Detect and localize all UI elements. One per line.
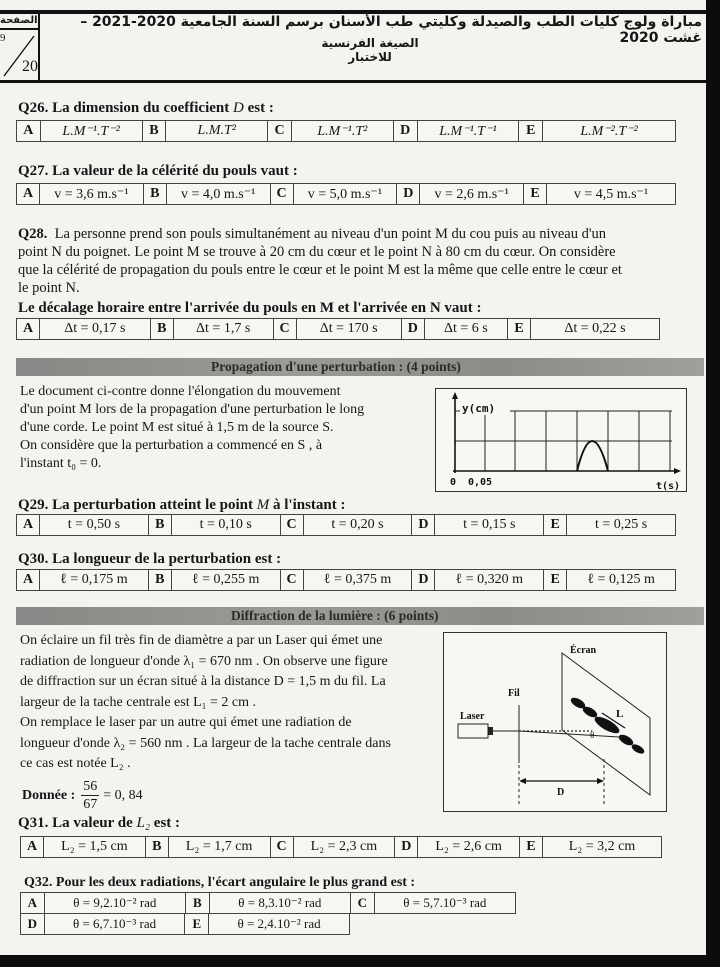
q29-option-b[interactable]: t = 0,10 s bbox=[171, 515, 280, 536]
q30-option-a[interactable]: ℓ = 0,175 m bbox=[40, 570, 149, 591]
q30-option-e-letter[interactable]: E bbox=[544, 570, 567, 591]
q32-option-d[interactable]: θ = 6,7.10⁻³ rad bbox=[44, 914, 185, 935]
q26-option-a-letter[interactable]: A bbox=[17, 121, 41, 142]
q27-option-d[interactable]: v = 2,6 m.s⁻¹ bbox=[420, 184, 524, 205]
q32-option-b[interactable]: θ = 8,3.10⁻² rad bbox=[209, 893, 350, 914]
q31-option-d[interactable]: L₂ = 2,6 cm bbox=[418, 837, 520, 858]
q32-option-c-letter[interactable]: C bbox=[351, 893, 375, 914]
q28-option-d[interactable]: Δt = 6 s bbox=[424, 319, 507, 340]
section-header-diffraction: Diffraction de la lumière : (6 points) bbox=[16, 607, 704, 625]
q31-option-d-letter[interactable]: D bbox=[395, 837, 418, 858]
page-current: 9 bbox=[0, 32, 6, 44]
q32-option-a[interactable]: θ = 9,2.10⁻² rad bbox=[44, 893, 185, 914]
page-edge-shadow bbox=[706, 0, 720, 967]
section1-statement: Le document ci-contre donne l'élongation du mouvement d'un point M lors de la propagation d'une perturbation le long d'une corde. Le point M est situé à 1,5 m de la source S. On considère que la perturbation a commencé en S , à l'instant t₀ = 0. bbox=[20, 384, 365, 471]
q27-title: Q27. La valeur de la célérité du pouls vaut : bbox=[18, 163, 298, 179]
q30-option-d[interactable]: ℓ = 0,320 m bbox=[435, 570, 544, 591]
page-number-box bbox=[0, 12, 40, 80]
elongation-chart-svg bbox=[436, 389, 686, 491]
q27-option-c-letter[interactable]: C bbox=[270, 184, 293, 205]
q32-options-row1 bbox=[20, 892, 516, 914]
q28-option-b[interactable]: Δt = 1,7 s bbox=[173, 319, 273, 340]
q28-options bbox=[16, 318, 660, 340]
q32-option-a-letter[interactable]: A bbox=[21, 893, 45, 914]
q30-option-c[interactable]: ℓ = 0,375 m bbox=[303, 570, 412, 591]
q27-option-a-letter[interactable]: A bbox=[17, 184, 40, 205]
q32-option-e[interactable]: θ = 2,4.10⁻² rad bbox=[209, 914, 350, 935]
q28-option-b-letter[interactable]: B bbox=[150, 319, 173, 340]
q27-option-b-letter[interactable]: B bbox=[143, 184, 166, 205]
exam-subtitle: الصيغة الفرنسية للاختبار bbox=[321, 36, 419, 64]
svg-text:Écran: Écran bbox=[570, 645, 597, 656]
q29-option-d-letter[interactable]: D bbox=[412, 515, 435, 536]
q32-option-b-letter[interactable]: B bbox=[186, 893, 210, 914]
q31-options bbox=[20, 836, 662, 858]
page-bottom-shadow bbox=[0, 955, 720, 967]
q28-statement: Q28. La personne prend son pouls simultanément au niveau d'un point M du cou puis au niveau d'un point N du poignet. Le point M se trouve à 20 cm du cœur et le point N à 80 cm du cœur. On considère que la célérité de propagation du pouls entre le cœur et le point M est la même que celle entre le cœur et le point N. bbox=[18, 226, 622, 296]
q31-option-e[interactable]: L₂ = 3,2 cm bbox=[543, 837, 662, 858]
q28-option-c-letter[interactable]: C bbox=[273, 319, 296, 340]
q30-option-b[interactable]: ℓ = 0,255 m bbox=[171, 570, 280, 591]
q31-option-b[interactable]: L₂ = 1,7 cm bbox=[168, 837, 270, 858]
q31-option-a[interactable]: L₂ = 1,5 cm bbox=[44, 837, 146, 858]
q28-option-a-letter[interactable]: A bbox=[17, 319, 40, 340]
q26-option-c[interactable]: L.M⁻¹.T² bbox=[291, 121, 393, 142]
q31-option-e-letter[interactable]: E bbox=[520, 837, 543, 858]
q32-title: Q32. Pour les deux radiations, l'écart angulaire le plus grand est : bbox=[24, 875, 416, 890]
q27-option-e-letter[interactable]: E bbox=[524, 184, 547, 205]
given-data: Donnée : $\frac{56}{67}$ = 0, 84 bbox=[22, 779, 143, 812]
q29-option-a[interactable]: t = 0,50 s bbox=[40, 515, 149, 536]
q26-option-b[interactable]: L.M.T² bbox=[166, 121, 268, 142]
q27-options bbox=[16, 183, 676, 205]
q26-option-b-letter[interactable]: B bbox=[142, 121, 166, 142]
q30-option-c-letter[interactable]: C bbox=[280, 570, 303, 591]
diffraction-diagram-svg bbox=[444, 633, 666, 811]
q28-option-d-letter[interactable]: D bbox=[401, 319, 424, 340]
svg-text:L: L bbox=[616, 708, 624, 720]
diffraction-setup-figure bbox=[443, 632, 667, 812]
q31-option-c[interactable]: L₂ = 2,3 cm bbox=[293, 837, 395, 858]
page-total: 20 bbox=[22, 58, 38, 75]
q28-option-c[interactable]: Δt = 170 s bbox=[296, 319, 401, 340]
q26-option-d[interactable]: L.M⁻¹.T⁻¹ bbox=[417, 121, 519, 142]
q26-options bbox=[16, 120, 676, 142]
section2-statement: On éclaire un fil très fin de diamètre a par un Laser qui émet une radiation de longueur d'onde λ₁ = 670 nm . On observe une figure de diffraction sur un écran situé à la distance D = 1,5 m du fil. La largeur de la tache centrale est L₁ = 2 cm . On remplace le laser par un autre qui émet une radiation de longueur d'onde λ₂ = 560 nm . La largeur de la tache centrale dans ce cas est notée L₂ . bbox=[20, 633, 391, 771]
q26-option-d-letter[interactable]: D bbox=[393, 121, 417, 142]
section-header-propagation: Propagation d'une perturbation : (4 points) bbox=[16, 358, 704, 376]
q29-title: Q29. La perturbation atteint le point M à l'instant : bbox=[18, 497, 346, 513]
given-fraction: $\frac{56}{67}$ bbox=[83, 779, 98, 812]
q30-option-a-letter[interactable]: A bbox=[17, 570, 40, 591]
q26-option-e[interactable]: L.M⁻².T⁻² bbox=[543, 121, 676, 142]
q29-option-a-letter[interactable]: A bbox=[17, 515, 40, 536]
q29-option-e[interactable]: t = 0,25 s bbox=[567, 515, 676, 536]
svg-text:0,05: 0,05 bbox=[468, 477, 493, 488]
svg-text:t(s): t(s) bbox=[656, 481, 681, 491]
q26-title: Q26. La dimension du coefficient D est : bbox=[18, 100, 274, 116]
q29-option-c-letter[interactable]: C bbox=[280, 515, 303, 536]
q28-option-e-letter[interactable]: E bbox=[508, 319, 531, 340]
svg-text:y(cm): y(cm) bbox=[462, 402, 496, 415]
q29-option-b-letter[interactable]: B bbox=[148, 515, 171, 536]
elongation-graph bbox=[435, 388, 687, 492]
q29-option-c[interactable]: t = 0,20 s bbox=[303, 515, 412, 536]
q28-option-a[interactable]: Δt = 0,17 s bbox=[40, 319, 151, 340]
svg-text:D: D bbox=[557, 787, 565, 798]
q29-option-e-letter[interactable]: E bbox=[544, 515, 567, 536]
q27-option-d-letter[interactable]: D bbox=[397, 184, 420, 205]
svg-text:Fil: Fil bbox=[508, 688, 520, 699]
q26-option-a[interactable]: L.M⁻¹.T⁻² bbox=[40, 121, 142, 142]
q32-option-c[interactable]: θ = 5,7.10⁻³ rad bbox=[374, 893, 515, 914]
q27-option-e[interactable]: v = 4,5 m.s⁻¹ bbox=[547, 184, 676, 205]
svg-text:0: 0 bbox=[450, 477, 457, 488]
page-label: الصفحة bbox=[0, 12, 38, 30]
q31-option-b-letter[interactable]: B bbox=[145, 837, 168, 858]
q30-option-e[interactable]: ℓ = 0,125 m bbox=[567, 570, 676, 591]
header-bottom-rule bbox=[0, 80, 706, 83]
q30-option-d-letter[interactable]: D bbox=[412, 570, 435, 591]
q30-option-b-letter[interactable]: B bbox=[148, 570, 171, 591]
q27-option-b[interactable]: v = 4,0 m.s⁻¹ bbox=[166, 184, 270, 205]
q30-options bbox=[16, 569, 676, 591]
exam-title: مباراة ولوج كليات الطب والصيدلة وكليتي طب الأسنان برسم السنة الجامعية 2020-2021 – غشت 2020 bbox=[80, 14, 702, 46]
q27-option-c[interactable]: v = 5,0 m.s⁻¹ bbox=[293, 184, 397, 205]
q28-option-e[interactable]: Δt = 0,22 s bbox=[531, 319, 660, 340]
q32-option-d-letter[interactable]: D bbox=[21, 914, 45, 935]
q31-title: Q31. La valeur de L₂ est : bbox=[18, 815, 181, 831]
q31-option-c-letter[interactable]: C bbox=[270, 837, 293, 858]
q29-options bbox=[16, 514, 676, 536]
svg-text:θ: θ bbox=[590, 730, 595, 740]
q28-question: Le décalage horaire entre l'arrivée du pouls en M et l'arrivée en N vaut : bbox=[18, 300, 482, 316]
q27-option-a[interactable]: v = 3,6 m.s⁻¹ bbox=[40, 184, 144, 205]
svg-text:Laser: Laser bbox=[460, 711, 485, 722]
q26-option-e-letter[interactable]: E bbox=[519, 121, 543, 142]
q32-options-row2 bbox=[20, 913, 350, 935]
q31-option-a-letter[interactable]: A bbox=[21, 837, 44, 858]
q29-option-d[interactable]: t = 0,15 s bbox=[435, 515, 544, 536]
q26-option-c-letter[interactable]: C bbox=[268, 121, 292, 142]
q32-option-e-letter[interactable]: E bbox=[185, 914, 209, 935]
q30-title: Q30. La longueur de la perturbation est : bbox=[18, 551, 282, 567]
